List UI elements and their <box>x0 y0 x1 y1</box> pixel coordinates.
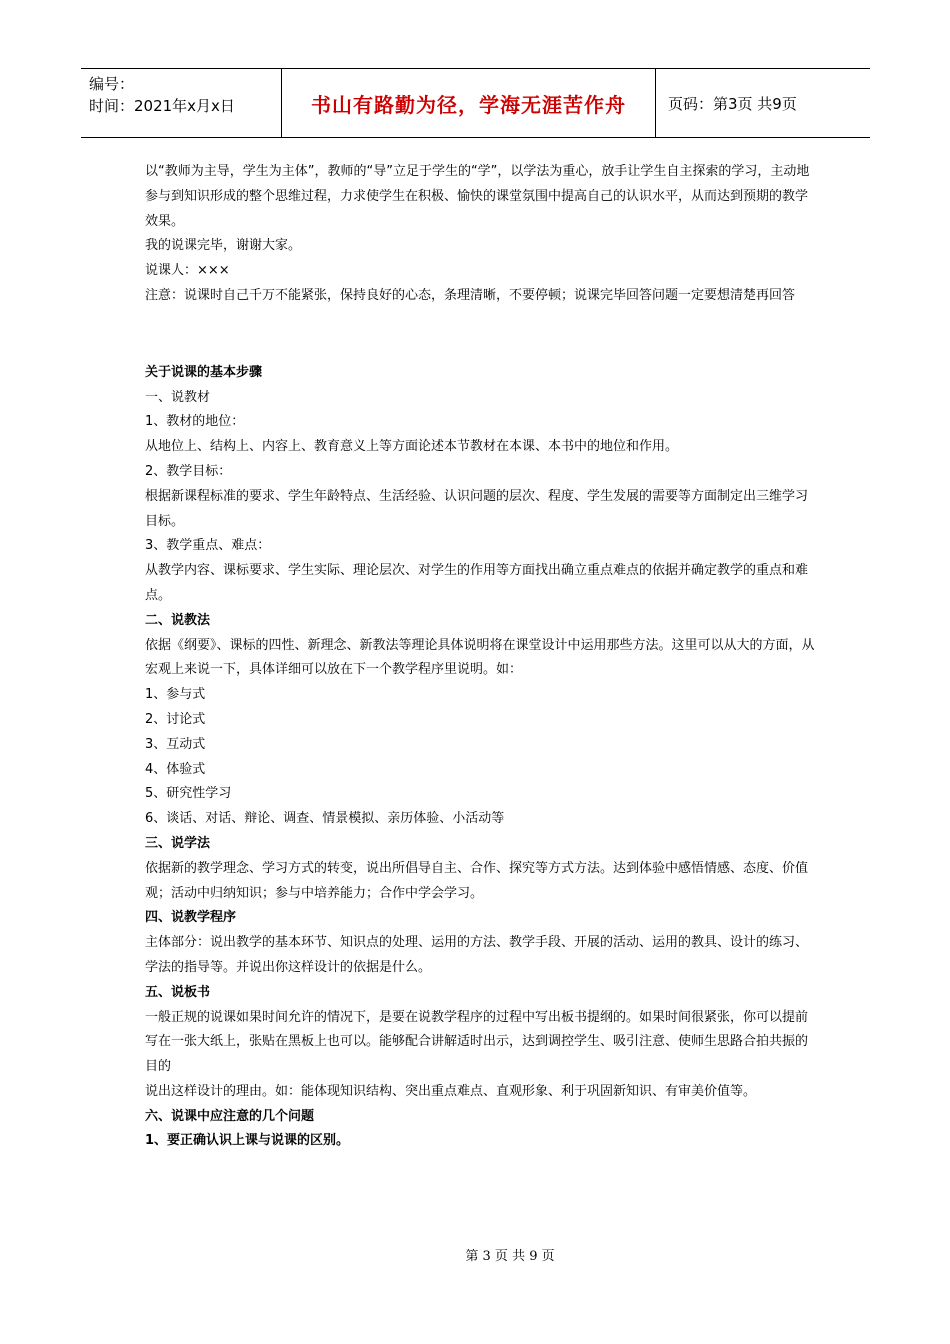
header-page-label: 页码：第3页 共9页 <box>668 94 797 113</box>
header-motto: 书山有路勤为径，学海无涯苦作舟 <box>282 69 656 137</box>
list-item: 2、教学目标： <box>145 463 232 479</box>
spacer <box>145 309 815 361</box>
header-meta <box>81 69 282 137</box>
list-item: 说出这样设计的理由。如：能体现知识结构、突出重点难点、直观形象、利于巩固新知识、有审美价值等。 <box>145 1083 757 1099</box>
list-item: 5、研究性学习 <box>145 786 232 802</box>
heading-2: 二、说教法 <box>145 612 211 628</box>
list-item: 3、教学重点、难点： <box>145 538 271 554</box>
list-item: 依据《纲要》、课标的四性、新理念、新教法等理论具体说明将在课堂设计中运用那些方法。这里可以从大的方面，从宏观上来说一下，具体详细可以放在下一个教学程序里说明。如： <box>145 637 815 678</box>
list-item: 主体部分：说出教学的基本环节、知识点的处理、运用的方法、教学手段、开展的活动、运用的教具、设计的练习、学法的指导等。并说出你这样设计的依据是什么。 <box>145 935 809 975</box>
number-label: 编号： <box>89 75 135 93</box>
heading-3: 三、说学法 <box>145 835 211 851</box>
intro-paragraph: 注意：说课时自己千万不能紧张，保持良好的心态，条理清晰，不要停顿；说课完毕回答问题一定要想清楚再回答 <box>145 287 796 303</box>
intro-paragraph: 说课人：××× <box>145 263 230 279</box>
list-item: 1、参与式 <box>145 687 206 703</box>
list-item: 1、要正确认识上课与说课的区别。 <box>145 1133 350 1149</box>
list-item: 2、讨论式 <box>145 711 206 727</box>
heading-6: 六、说课中应注意的几个问题 <box>145 1108 315 1124</box>
intro-paragraph: 我的说课完毕，谢谢大家。 <box>145 238 302 254</box>
heading-1-text: 一、说教材 <box>145 389 211 405</box>
list-item: 4、体验式 <box>145 761 206 777</box>
page-footer: 第 3 页 共 9 页 <box>465 1249 555 1264</box>
intro-paragraph: 以“教师为主导，学生为主体”，教师的“导”立足于学生的“学”，以学法为重心，放手让学生自主探索的学习，主动地参与到知识形成的整个思维过程，力求使学生在积极、愉快的课堂氛围中提高自己的认识水平，从而达到预期的教学效果。 <box>145 164 810 229</box>
time-label: 时间：2021年x月x日 <box>89 97 235 115</box>
heading-4: 四、说教学程序 <box>145 910 237 926</box>
list-item: 根据新课程标准的要求、学生年龄特点、生活经验、认识问题的层次、程度、学生发展的需要等方面制定出三维学习目标。 <box>145 488 809 529</box>
document-body <box>145 160 815 1154</box>
list-item: 从地位上、结构上、内容上、教育意义上等方面论述本节教材在本课、本书中的地位和作用。 <box>145 439 679 455</box>
heading-5: 五、说板书 <box>145 984 211 1000</box>
page-header <box>81 68 870 138</box>
list-item: 6、谈话、对话、辩论、调查、情景模拟、亲历体验、小活动等 <box>145 811 505 827</box>
list-item: 依据新的教学理念、学习方式的转变，说出所倡导自主、合作、探究等方式方法。达到体验中感悟情感、态度、价值观；活动中归纳知识；参与中培养能力；合作中学会学习。 <box>145 860 809 901</box>
list-item: 1、教材的地位： <box>145 414 245 430</box>
section-title: 关于说课的基本步骤 <box>145 364 263 380</box>
list-item: 从教学内容、课标要求、学生实际、理论层次、对学生的作用等方面找出确立重点难点的依据并确定教学的重点和难点。 <box>145 563 809 603</box>
list-item: 一般正规的说课如果时间允许的情况下，是要在说教学程序的过程中写出板书提纲的。如果时间很紧张，你可以提前写在一张大纸上，张贴在黑板上也可以。能够配合讲解适时出示，达到调控学生、吸引注意、使师生思路合拍共振的目的 <box>145 1009 809 1075</box>
list-item: 3、互动式 <box>145 736 206 752</box>
heading-1 <box>145 386 815 411</box>
